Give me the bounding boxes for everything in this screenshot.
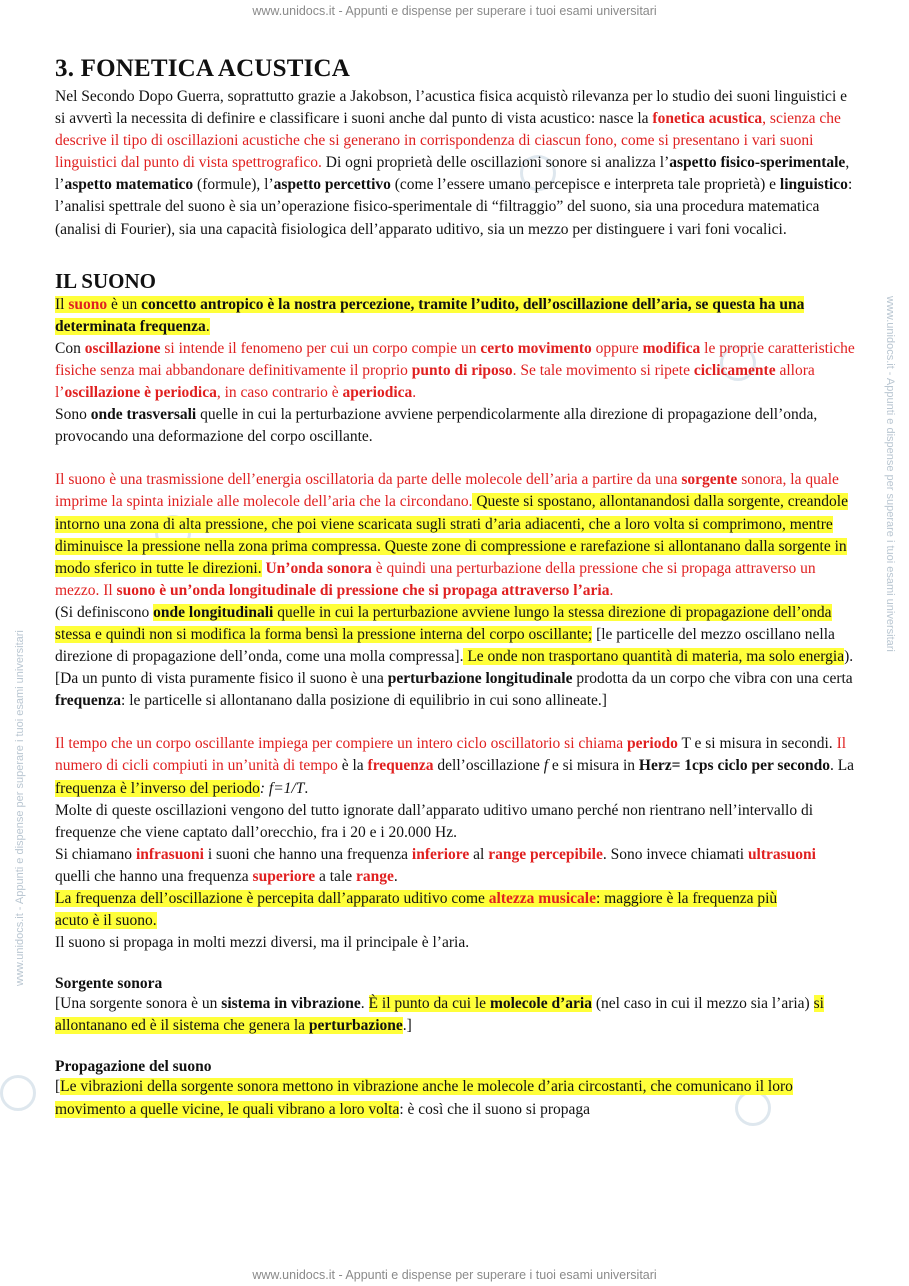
page-title: 3. FONETICA ACUSTICA [55,55,351,82]
watermark-header: www.unidocs.it - Appunti e dispense per superare i tuoi esami universitari [252,4,657,18]
suono-definition: Il suono è un concetto antropico è la nostra percezione, tramite l’udito, dell’oscillazione dell’aria, se questa ha una determinata frequenza. [55,295,805,335]
periodo-frequenza-paragraph: Il tempo che un corpo oscillante impiega per compiere un intero ciclo oscillatorio si chiama periodo T e si misura in secondi. Il numero di cicli compiuti in un’unità di tempo è la frequenza dell’oscillazione f e si misura in Herz= 1cps ciclo per secondo. La frequenza è l’inverso del periodo: f=1/T. [55,735,855,797]
watermark-logo-icon [0,1075,36,1111]
document-body [55,55,855,1121]
altezza-musicale-paragraph: La frequenza dell’oscillazione è percepita dall’apparato uditivo come altezza musicale: maggiore è la frequenza più acuto è il suono. [55,890,778,930]
oscillazione-paragraph: Con oscillazione si intende il fenomeno per cui un corpo compie un certo movimento oppure modifica le proprie caratteristiche fisiche senza mai abbandonare definitivamente il proprio punto di riposo. Se tale movimento si ripete ciclicamente allora l’oscillazione è periodica, in caso contrario è aperiodica. [55,339,855,402]
infrasuoni-ultrasuoni-paragraph: Si chiamano infrasuoni i suoni che hanno una frequenza inferiore al range percepibile. Sono invece chiamati ultrasuoni quelli che hanno una frequenza superiore a tale range. [55,845,816,885]
propagazione-paragraph: [Le vibrazioni della sorgente sonora mettono in vibrazione anche le molecole d’aria circostanti, che comunicano il loro movimento a quelle vicine, le quali vibrano a loro volta: è così che il suono si propaga [55,1078,793,1118]
watermark-side-right: www.unidocs.it - Appunti e dispense per superare i tuoi esami universitari [884,296,896,652]
mezzi-paragraph: Il suono si propaga in molti mezzi diversi, ma il principale è l’aria. [55,934,470,952]
onde-trasversali-paragraph: Sono onde trasversali quelle in cui la perturbazione avviene perpendicolarmente alla direzione di propagazione dell’onda, provocando una deformazione del corpo oscillante. [55,406,818,446]
watermark-side-left: www.unidocs.it - Appunti e dispense per superare i tuoi esami universitari [14,630,26,986]
section-heading-sorgente: Sorgente sonora [55,975,163,993]
trasmissione-paragraph: Il suono è una trasmissione dell’energia oscillatoria da parte delle molecole dell’aria a partire da una sorgente sonora, la quale imprime la spinta iniziale alle molecole dell’aria che la circondano. Queste si spostano, allontanandosi dalla sorgente, creandole intorno una zona di alta pressione, che poi viene scaricata sugli strati d’aria adiacenti, che a loro volta si comprimono, mentre diminuisce la pressione nella zona prima compressa. Queste zone di compressione e rarefazione si allontanano dalla sorgente in modo sferico in tutte le direzioni. Un’onda sonora è quindi una perturbazione della pressione che si propaga attraverso un mezzo. Il suono è un’onda longitudinale di pressione che si propaga attraverso l’aria. [55,471,848,599]
perturbazione-paragraph: [Da un punto di vista puramente fisico il suono è una perturbazione longitudinale prodotta da un corpo che vibra con una certa frequenza: le particelle si allontanano dalla posizione di equilibrio in cui sono allineate.] [55,670,853,710]
watermark-footer: www.unidocs.it - Appunti e dispense per superare i tuoi esami universitari [252,1268,657,1282]
sorgente-paragraph: [Una sorgente sonora è un sistema in vibrazione. È il punto da cui le molecole d’aria (nel caso in cui il mezzo sia l’aria) si allontanano ed è il sistema che genera la perturbazione.] [55,995,824,1035]
section-heading-suono: IL SUONO [55,268,156,293]
section-heading-propagazione: Propagazione del suono [55,1058,212,1076]
intro-paragraph: Nel Secondo Dopo Guerra, soprattutto grazie a Jakobson, l’acustica fisica acquistò rilevanza per lo studio dei suoni linguistici e si avvertì la necessita di definire e classificare i suoni anche dal punto di vista acustico: nasce la fonetica acustica, scienza che descrive il tipo di oscillazioni acustiche che si generano in corrispondenza di ciascun fono, come si presentano i vari suoni linguistici dal punto di vista spettrografico. Di ogni proprietà delle oscillazioni sonore si analizza l’aspetto fisico-sperimentale, l’aspetto matematico (formule), l’aspetto percettivo (come l’essere umano percepisce e interpreta tale proprietà) e linguistico: l’analisi spettrale del suono è sia un’operazione fisico-sperimentale di “filtraggio” del suono, sia una procedura matematica (analisi di Fourier), sia una capacità fisiologica dell’apparato uditivo, sia un mezzo per distinguere i vari foni vocalici. [55,88,853,238]
onde-longitudinali-paragraph: (Si definiscono onde longitudinali quelle in cui la perturbazione avviene lungo la stessa direzione di propagazione dell’onda stessa e quindi non si modifica la forma bensì la pressione interna del corpo oscillante; [le particelle del mezzo oscillano nella direzione di propagazione dell’onda, come una molla compressa]. Le onde non trasportano quantità di materia, ma solo energia). [55,603,854,666]
range-uditivo-paragraph: Molte di queste oscillazioni vengono del tutto ignorate dall’apparato uditivo umano perché non rientrano nell’intervallo di frequenze che viene captato dall’orecchio, fra i 20 e i 20.000 Hz. [55,801,813,841]
